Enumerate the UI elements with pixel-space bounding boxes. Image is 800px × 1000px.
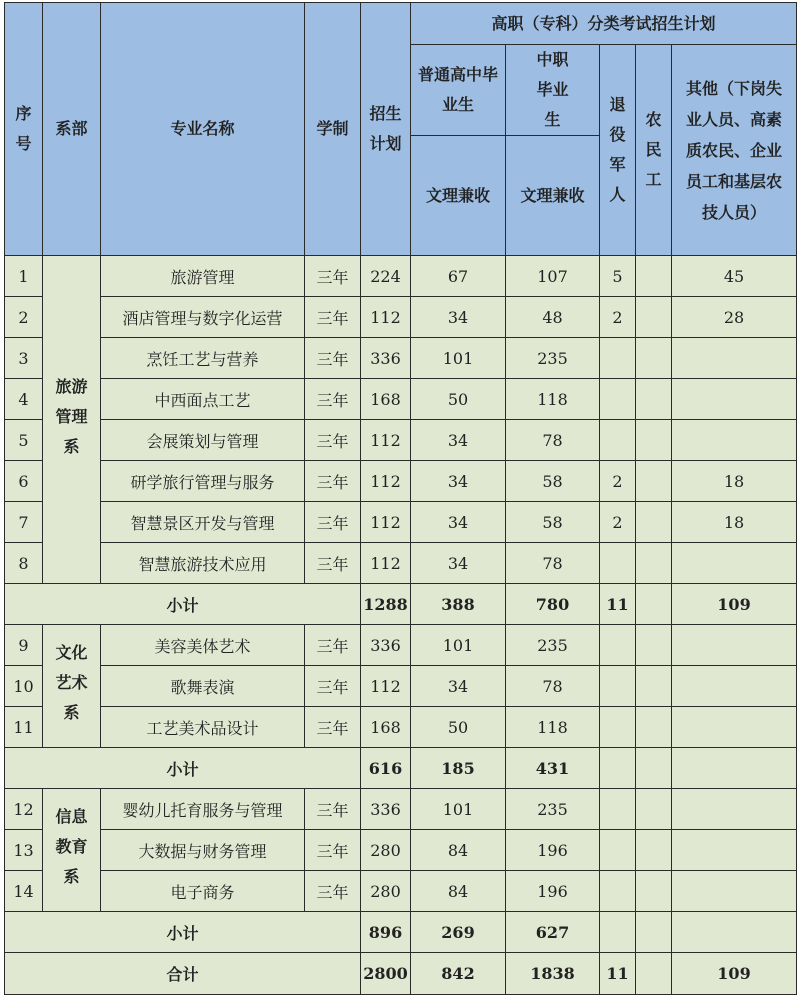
header-wenli-general: 文理兼收 bbox=[411, 136, 506, 256]
row-general: 34 bbox=[411, 666, 506, 707]
row-no: 7 bbox=[5, 502, 43, 543]
total-plan: 2800 bbox=[361, 953, 411, 995]
subtotal-row bbox=[5, 912, 797, 953]
dept-culture-arts: 文化艺术系 bbox=[43, 625, 101, 748]
subtotal-row bbox=[5, 584, 797, 625]
header-duration: 学制 bbox=[305, 3, 361, 256]
table-row bbox=[5, 420, 797, 461]
total-others: 109 bbox=[672, 953, 797, 995]
total-migrant bbox=[636, 953, 672, 995]
header-plan: 招生计划 bbox=[361, 3, 411, 256]
header-veterans: 退役军人 bbox=[600, 45, 636, 256]
subtotal-general: 269 bbox=[411, 912, 506, 953]
row-major: 烹饪工艺与营养 bbox=[101, 338, 305, 379]
row-vocational: 235 bbox=[506, 338, 600, 379]
subtotal-row bbox=[5, 748, 797, 789]
row-vocational: 107 bbox=[506, 256, 600, 297]
subtotal-others: 109 bbox=[672, 584, 797, 625]
row-general: 34 bbox=[411, 461, 506, 502]
row-no: 1 bbox=[5, 256, 43, 297]
row-duration: 三年 bbox=[305, 666, 361, 707]
row-veterans bbox=[600, 789, 636, 830]
row-migrant bbox=[636, 256, 672, 297]
row-vocational: 118 bbox=[506, 379, 600, 420]
row-no: 2 bbox=[5, 297, 43, 338]
table-row bbox=[5, 625, 797, 666]
row-others bbox=[672, 543, 797, 584]
row-plan: 280 bbox=[361, 830, 411, 871]
header-dept: 系部 bbox=[43, 3, 101, 256]
row-migrant bbox=[636, 830, 672, 871]
row-no: 3 bbox=[5, 338, 43, 379]
subtotal-vocational: 627 bbox=[506, 912, 600, 953]
row-veterans bbox=[600, 666, 636, 707]
row-others: 18 bbox=[672, 502, 797, 543]
header-general-hs: 普通高中毕业生 bbox=[411, 45, 506, 136]
row-major: 会展策划与管理 bbox=[101, 420, 305, 461]
row-plan: 280 bbox=[361, 871, 411, 912]
row-no: 13 bbox=[5, 830, 43, 871]
row-others: 28 bbox=[672, 297, 797, 338]
row-vocational: 196 bbox=[506, 830, 600, 871]
row-no: 10 bbox=[5, 666, 43, 707]
subtotal-migrant bbox=[636, 748, 672, 789]
row-others: 18 bbox=[672, 461, 797, 502]
row-others bbox=[672, 379, 797, 420]
row-duration: 三年 bbox=[305, 420, 361, 461]
enrollment-plan-table bbox=[4, 2, 797, 995]
row-vocational: 118 bbox=[506, 707, 600, 748]
table-row bbox=[5, 666, 797, 707]
header-wenli-vocational: 文理兼收 bbox=[506, 136, 600, 256]
row-general: 34 bbox=[411, 297, 506, 338]
row-no: 9 bbox=[5, 625, 43, 666]
row-migrant bbox=[636, 461, 672, 502]
total-general: 842 bbox=[411, 953, 506, 995]
subtotal-plan: 616 bbox=[361, 748, 411, 789]
row-general: 101 bbox=[411, 789, 506, 830]
row-vocational: 78 bbox=[506, 543, 600, 584]
subtotal-general: 185 bbox=[411, 748, 506, 789]
subtotal-veterans: 11 bbox=[600, 584, 636, 625]
row-major: 研学旅行管理与服务 bbox=[101, 461, 305, 502]
row-veterans bbox=[600, 830, 636, 871]
table-row bbox=[5, 256, 797, 297]
total-row bbox=[5, 953, 797, 995]
row-major: 智慧景区开发与管理 bbox=[101, 502, 305, 543]
table-row bbox=[5, 830, 797, 871]
row-vocational: 58 bbox=[506, 502, 600, 543]
row-major: 歌舞表演 bbox=[101, 666, 305, 707]
row-major: 美容美体艺术 bbox=[101, 625, 305, 666]
row-veterans bbox=[600, 543, 636, 584]
subtotal-others bbox=[672, 912, 797, 953]
row-migrant bbox=[636, 789, 672, 830]
row-others bbox=[672, 338, 797, 379]
row-major: 工艺美术品设计 bbox=[101, 707, 305, 748]
row-general: 50 bbox=[411, 707, 506, 748]
row-no: 5 bbox=[5, 420, 43, 461]
subtotal-migrant bbox=[636, 912, 672, 953]
row-vocational: 78 bbox=[506, 420, 600, 461]
row-veterans bbox=[600, 338, 636, 379]
row-duration: 三年 bbox=[305, 461, 361, 502]
row-general: 101 bbox=[411, 625, 506, 666]
dept-tourism: 旅游管理系 bbox=[43, 256, 101, 584]
row-duration: 三年 bbox=[305, 543, 361, 584]
row-no: 12 bbox=[5, 789, 43, 830]
table-row bbox=[5, 871, 797, 912]
header-vocational: 中职毕业生 bbox=[506, 45, 600, 136]
row-veterans bbox=[600, 625, 636, 666]
row-duration: 三年 bbox=[305, 830, 361, 871]
row-duration: 三年 bbox=[305, 871, 361, 912]
row-duration: 三年 bbox=[305, 625, 361, 666]
row-general: 67 bbox=[411, 256, 506, 297]
total-veterans: 11 bbox=[600, 953, 636, 995]
table-row bbox=[5, 789, 797, 830]
row-plan: 336 bbox=[361, 789, 411, 830]
row-plan: 336 bbox=[361, 625, 411, 666]
table-row bbox=[5, 297, 797, 338]
row-no: 14 bbox=[5, 871, 43, 912]
subtotal-veterans bbox=[600, 912, 636, 953]
row-major: 婴幼儿托育服务与管理 bbox=[101, 789, 305, 830]
total-label: 合计 bbox=[5, 953, 361, 995]
row-plan: 112 bbox=[361, 297, 411, 338]
row-general: 34 bbox=[411, 543, 506, 584]
header-seq: 序号 bbox=[5, 3, 43, 256]
total-vocational: 1838 bbox=[506, 953, 600, 995]
subtotal-label: 小计 bbox=[5, 584, 361, 625]
row-vocational: 196 bbox=[506, 871, 600, 912]
table-row bbox=[5, 379, 797, 420]
row-plan: 112 bbox=[361, 502, 411, 543]
row-vocational: 235 bbox=[506, 625, 600, 666]
header-major: 专业名称 bbox=[101, 3, 305, 256]
header-group-title: 高职（专科）分类考试招生计划 bbox=[411, 3, 797, 45]
row-duration: 三年 bbox=[305, 789, 361, 830]
row-duration: 三年 bbox=[305, 707, 361, 748]
row-veterans: 5 bbox=[600, 256, 636, 297]
subtotal-general: 388 bbox=[411, 584, 506, 625]
row-no: 11 bbox=[5, 707, 43, 748]
row-vocational: 78 bbox=[506, 666, 600, 707]
row-vocational: 58 bbox=[506, 461, 600, 502]
table-row bbox=[5, 338, 797, 379]
row-major: 旅游管理 bbox=[101, 256, 305, 297]
subtotal-veterans bbox=[600, 748, 636, 789]
row-plan: 112 bbox=[361, 666, 411, 707]
row-migrant bbox=[636, 420, 672, 461]
dept-info-education: 信息教育系 bbox=[43, 789, 101, 912]
row-plan: 112 bbox=[361, 543, 411, 584]
row-duration: 三年 bbox=[305, 379, 361, 420]
row-duration: 三年 bbox=[305, 297, 361, 338]
row-duration: 三年 bbox=[305, 256, 361, 297]
row-veterans bbox=[600, 379, 636, 420]
row-others bbox=[672, 707, 797, 748]
row-plan: 336 bbox=[361, 338, 411, 379]
row-others bbox=[672, 789, 797, 830]
row-migrant bbox=[636, 707, 672, 748]
row-general: 101 bbox=[411, 338, 506, 379]
row-major: 酒店管理与数字化运营 bbox=[101, 297, 305, 338]
table-row bbox=[5, 502, 797, 543]
subtotal-others bbox=[672, 748, 797, 789]
row-duration: 三年 bbox=[305, 338, 361, 379]
row-veterans bbox=[600, 420, 636, 461]
row-vocational: 235 bbox=[506, 789, 600, 830]
row-plan: 112 bbox=[361, 420, 411, 461]
row-migrant bbox=[636, 502, 672, 543]
row-migrant bbox=[636, 871, 672, 912]
row-others bbox=[672, 666, 797, 707]
subtotal-plan: 1288 bbox=[361, 584, 411, 625]
table-row bbox=[5, 707, 797, 748]
row-major: 大数据与财务管理 bbox=[101, 830, 305, 871]
row-plan: 168 bbox=[361, 707, 411, 748]
row-veterans bbox=[600, 871, 636, 912]
row-no: 8 bbox=[5, 543, 43, 584]
row-major: 智慧旅游技术应用 bbox=[101, 543, 305, 584]
row-migrant bbox=[636, 543, 672, 584]
row-others bbox=[672, 830, 797, 871]
row-veterans bbox=[600, 707, 636, 748]
row-others bbox=[672, 625, 797, 666]
row-veterans: 2 bbox=[600, 461, 636, 502]
subtotal-vocational: 431 bbox=[506, 748, 600, 789]
row-others bbox=[672, 420, 797, 461]
row-migrant bbox=[636, 297, 672, 338]
row-others: 45 bbox=[672, 256, 797, 297]
row-plan: 168 bbox=[361, 379, 411, 420]
row-plan: 224 bbox=[361, 256, 411, 297]
header-migrant: 农民工 bbox=[636, 45, 672, 256]
subtotal-plan: 896 bbox=[361, 912, 411, 953]
row-general: 84 bbox=[411, 830, 506, 871]
row-duration: 三年 bbox=[305, 502, 361, 543]
row-major: 电子商务 bbox=[101, 871, 305, 912]
row-veterans: 2 bbox=[600, 502, 636, 543]
row-migrant bbox=[636, 379, 672, 420]
subtotal-vocational: 780 bbox=[506, 584, 600, 625]
table-row bbox=[5, 543, 797, 584]
row-migrant bbox=[636, 666, 672, 707]
header-others: 其他（下岗失业人员、高素质农民、企业员工和基层农技人员） bbox=[672, 45, 797, 256]
table-row bbox=[5, 461, 797, 502]
row-general: 50 bbox=[411, 379, 506, 420]
subtotal-label: 小计 bbox=[5, 748, 361, 789]
row-general: 34 bbox=[411, 502, 506, 543]
row-major: 中西面点工艺 bbox=[101, 379, 305, 420]
row-plan: 112 bbox=[361, 461, 411, 502]
row-others bbox=[672, 871, 797, 912]
row-no: 6 bbox=[5, 461, 43, 502]
row-veterans: 2 bbox=[600, 297, 636, 338]
row-migrant bbox=[636, 338, 672, 379]
row-migrant bbox=[636, 625, 672, 666]
row-no: 4 bbox=[5, 379, 43, 420]
row-general: 34 bbox=[411, 420, 506, 461]
subtotal-migrant bbox=[636, 584, 672, 625]
row-vocational: 48 bbox=[506, 297, 600, 338]
row-general: 84 bbox=[411, 871, 506, 912]
subtotal-label: 小计 bbox=[5, 912, 361, 953]
